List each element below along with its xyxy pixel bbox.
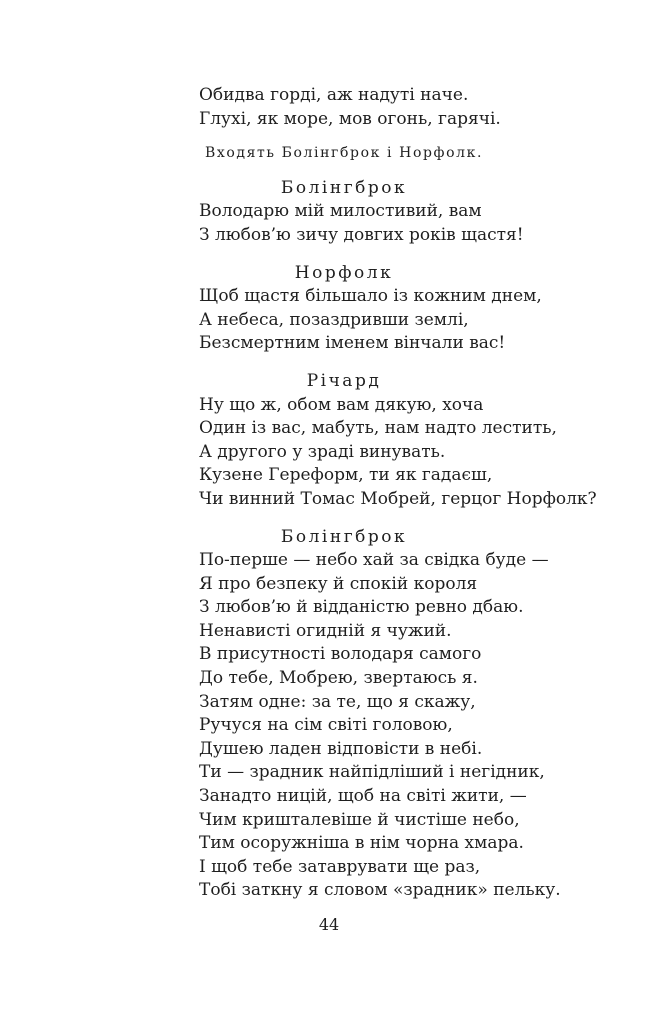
verse-line: Я про безпеку й спокій короля — [199, 573, 478, 594]
verse-line: Обидва горді, аж надуті наче. — [199, 85, 469, 105]
speaker-name: Болінгброк — [280, 526, 408, 547]
verse-line: Занадто ницій, щоб на світі жити, — — [199, 786, 527, 807]
speaker-name: Норфолк — [294, 262, 394, 283]
play-text — [199, 84, 619, 903]
verse-line: І щоб тебе затаврувати ще раз, — [199, 856, 481, 877]
verse-line: Ручуся на сім світі головою, — [199, 715, 453, 736]
verse-line: Ти — зрадник найпідліший і негідник, — [199, 762, 545, 783]
verse-line: Щоб щастя більшало із кожним днем, — [199, 286, 542, 307]
verse-line: Чи винний Томас Мобрей, герцог Норфолк? — [199, 488, 597, 509]
verse-line: Кузене Гереформ, ти як гадаєш, — [199, 465, 493, 486]
verse-line: Чим кришталевіше й чистіше небо, — [199, 809, 520, 830]
verse-line: З любов’ю зичу довгих років щастя! — [199, 224, 524, 245]
verse-line: Ну що ж, обом вам дякую, хоча — [199, 394, 484, 415]
page-number: 44 — [318, 915, 340, 934]
verse-line: З любов’ю й відданістю ревно дбаю. — [199, 597, 524, 618]
verse-line: По-перше — небо хай за свідка буде — — [199, 550, 549, 571]
verse-line: А небеса, позаздривши землі, — [199, 309, 469, 330]
speaker-name: Річард — [306, 370, 382, 391]
verse-line: Затям одне: за те, що я скажу, — [199, 691, 476, 712]
verse-line: Тобі заткну я словом «зрадник» пельку. — [199, 880, 561, 901]
verse-line: В присутності володаря самого — [199, 644, 482, 665]
verse-line: Душею ладен відповісти в небі. — [199, 738, 483, 759]
verse-line: Тим осоружніша в нім чорна хмара. — [199, 833, 524, 854]
stage-direction: Входять Болінгброк і Норфолк. — [204, 145, 484, 162]
verse-line: Ненависті огидній я чужий. — [199, 620, 452, 641]
verse-line: До тебе, Мобрею, звертаюсь я. — [199, 668, 478, 689]
verse-line: Глухі, як море, мов огонь, гарячі. — [199, 108, 501, 129]
speaker-name: Болінгброк — [280, 177, 408, 198]
verse-line: Володарю мій милостивий, вам — [199, 201, 482, 222]
verse-line: А другого у зраді винувать. — [199, 441, 446, 462]
verse-line: Один із вас, мабуть, нам надто лестить, — [199, 418, 557, 439]
verse-line: Безсмертним іменем вінчали вас! — [199, 333, 506, 354]
